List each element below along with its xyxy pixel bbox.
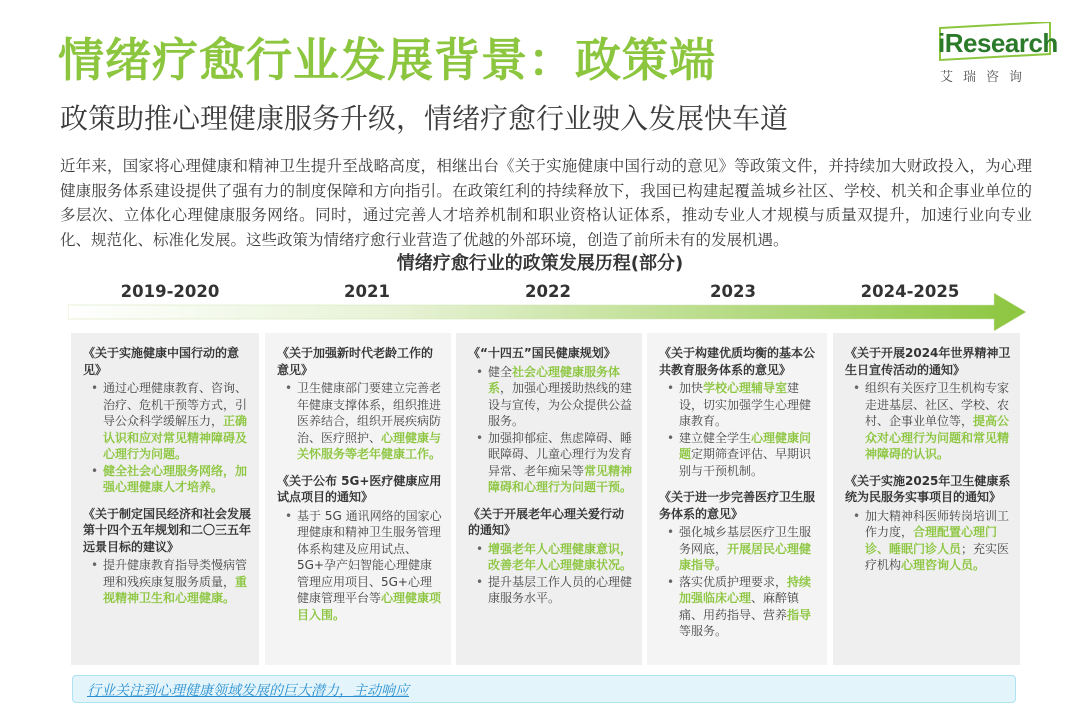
bullet-text: 健全 <box>488 364 513 379</box>
policy-column <box>265 333 451 665</box>
highlight-text: 心理健康问题 <box>679 430 812 461</box>
year-label: 2024-2025 <box>860 282 960 301</box>
highlight-text: 合理配置心理门诊、睡眠门诊人员 <box>865 525 998 556</box>
bullet-text: 加大精神科医师转岗培训工作力度， <box>865 508 1010 539</box>
policy-document-title: 《“十四五”国民健康规划》 <box>468 346 616 360</box>
page-subtitle: 政策助推心理健康服务升级，情绪疗愈行业驶入发展快车道 <box>60 102 789 135</box>
policy-bullet <box>468 574 634 607</box>
footer-banner <box>72 675 1016 703</box>
policy-bullet <box>468 364 634 430</box>
bullet-text: 基于 5G 通讯网络的国家心理健康和精神卫生服务管理体系构建及应用试点、5G+孕产妇智能心理健康管理应用项目、5G+心理健康管理平台等 <box>297 508 442 605</box>
policy-document <box>659 489 819 640</box>
bullet-text: 提升健康教育指导类慢病管理和残疾康复服务质量， <box>103 558 248 589</box>
policy-document-title: 《关于开展老年心理关爱行动的通知》 <box>468 506 625 537</box>
highlight-text: 提高公众对心理行为问题和常见精神障碍的认识。 <box>865 414 1010 461</box>
year-label: 2021 <box>344 282 390 301</box>
footer-text: 行业关注到心理健康领域发展的巨大潜力，主动响应 <box>87 683 409 699</box>
logo-chinese-name: 艾瑞咨询 <box>940 70 1033 85</box>
policy-document <box>83 506 251 607</box>
logo-wordmark: iResearch <box>938 28 1058 58</box>
highlight-text: 心理咨询人员。 <box>901 558 986 572</box>
policy-bullet <box>659 574 819 640</box>
policy-document-title: 《关于实施2025年卫生健康系统为民服务实事项目的通知》 <box>845 473 1011 504</box>
policy-bullet <box>468 430 634 496</box>
policy-document-title: 《关于进一步完善医疗卫生服务体系的意见》 <box>659 490 816 521</box>
page-title: 情绪疗愈行业发展背景：政策端 <box>58 33 716 87</box>
intro-paragraph: 近年来，国家将心理健康和精神卫生提升至战略高度，相继出台《关于实施健康中国行动的意见》等政策文件，并持续加大财政投入，为心理健康服务体系建设提供了强有力的制度保障和方向指引。在政策红利的持续释放下，我国已构建起覆盖城乡社区、学校、机关和企事业单位的多层次、立体化心理健康服务网络。同时，通过完善人才培养机制和职业资格认证体系，推动专业人才规模与质量双提升，加速行业向专业化、规范化、标准化发展。这些政策为情绪疗愈行业营造了优越的外部环境，创造了前所未有的发展机遇。 <box>60 157 1032 249</box>
bullet-text: 提升基层工作人员的心理健康服务水平。 <box>488 574 633 605</box>
highlight-text: 社会心理健康服务体系 <box>488 364 621 395</box>
year-label: 2022 <box>525 282 571 301</box>
policy-document <box>659 345 819 479</box>
highlight-text: 心理健康与关怀服务等老年健康工作。 <box>297 430 442 461</box>
bullet-text: 。 <box>715 558 728 572</box>
highlight-text: 心理健康项目入围。 <box>297 591 442 622</box>
policy-bullet <box>659 380 819 430</box>
policy-document-title: 《关于加强新时代老龄工作的意见》 <box>277 346 434 377</box>
bullet-text: 、麻醉镇痛、用药指导、营养 <box>679 591 800 622</box>
bullet-text: ；充实医疗机构 <box>865 541 1010 572</box>
bullet-text: 加强抑郁症、焦虑障碍、睡眠障碍、儿童心理行为发育异常、老年痴呆等 <box>488 430 633 478</box>
highlight-text: 持续加强临床心理 <box>679 574 812 605</box>
timeline-arrow-icon <box>68 293 1026 331</box>
highlight-text: 正确认识和应对常见精神障碍及心理行为问题。 <box>103 414 248 461</box>
policy-bullet <box>468 541 634 574</box>
policy-bullet <box>277 508 443 624</box>
policy-column <box>456 333 642 665</box>
policy-document-title: 《关于制定国民经济和社会发展第十四个五年规划和二〇三五年远景目标的建议》 <box>83 506 252 554</box>
policy-bullet <box>83 557 251 607</box>
policy-document <box>277 345 443 463</box>
policy-document-title: 《关于开展2024年世界精神卫生日宣传活动的通知》 <box>845 346 1011 377</box>
highlight-text: 指导 <box>787 607 812 622</box>
highlight-text: 健全社会心理服务网络，加强心理健康人才培养。 <box>103 463 248 494</box>
policy-document <box>83 345 251 496</box>
highlight-text: 开展居民心理健康指导 <box>679 541 812 572</box>
bullet-text: 定期筛查评估、早期识别与干预机制。 <box>679 447 812 478</box>
bullet-text: 加快 <box>679 381 704 395</box>
policy-column <box>833 333 1020 665</box>
bullet-text: 落实优质护理要求， <box>679 574 788 589</box>
policy-document <box>845 473 1012 574</box>
bullet-text: ，加强心理援助热线的建设与宣传，为公众提供公益服务。 <box>488 381 633 428</box>
bullet-text: 建立健全学生 <box>679 430 752 445</box>
policy-bullet <box>659 430 819 480</box>
year-label: 2019-2020 <box>120 282 220 301</box>
highlight-text: 常见精神障碍和心理行为问题干预。 <box>488 463 633 494</box>
policy-bullet <box>659 524 819 574</box>
highlight-text: 学校心理辅导室 <box>703 381 788 395</box>
iresearch-logo <box>936 22 1060 86</box>
policy-document-title: 《关于构建优质均衡的基本公共教育服务体系的意见》 <box>659 346 816 377</box>
bullet-text: 强化城乡基层医疗卫生服务网底， <box>679 525 812 556</box>
policy-bullet <box>83 463 251 496</box>
policy-document <box>845 345 1012 463</box>
policy-bullet <box>277 380 443 463</box>
policy-document <box>468 345 634 496</box>
policy-bullet <box>845 380 1012 463</box>
timeline-title: 情绪疗愈行业的政策发展历程(部分) <box>396 253 684 274</box>
highlight-text: 重视精神卫生和心理健康。 <box>103 574 248 605</box>
bullet-text: 建设，切实加强学生心理健康教育。 <box>679 381 812 428</box>
bullet-text: 等服务。 <box>679 624 728 638</box>
policy-document-title: 《关于实施健康中国行动的意见》 <box>83 346 240 377</box>
policy-bullet <box>83 380 251 463</box>
policy-column <box>647 333 827 665</box>
bullet-text: 卫生健康部门要建立完善老年健康支撑体系，组织推进医养结合，组织开展疾病防治、医疗照护、 <box>297 381 442 445</box>
policy-bullet <box>845 508 1012 574</box>
policy-document <box>468 506 634 607</box>
year-label: 2023 <box>710 282 756 301</box>
policy-document <box>277 473 443 624</box>
policy-column <box>71 333 259 665</box>
highlight-text: 增强老年人心理健康意识，改善老年人心理健康状况。 <box>488 541 633 572</box>
bullet-text: 组织有关医疗卫生机构专家走进基层、社区、学校、农村、企事业单位等， <box>865 381 1010 428</box>
bullet-text: 通过心理健康教育、咨询、治疗、危机干预等方式，引导公众科学缓解压力， <box>103 381 248 428</box>
policy-document-title: 《关于公布 5G+医疗健康应用试点项目的通知》 <box>277 473 442 504</box>
